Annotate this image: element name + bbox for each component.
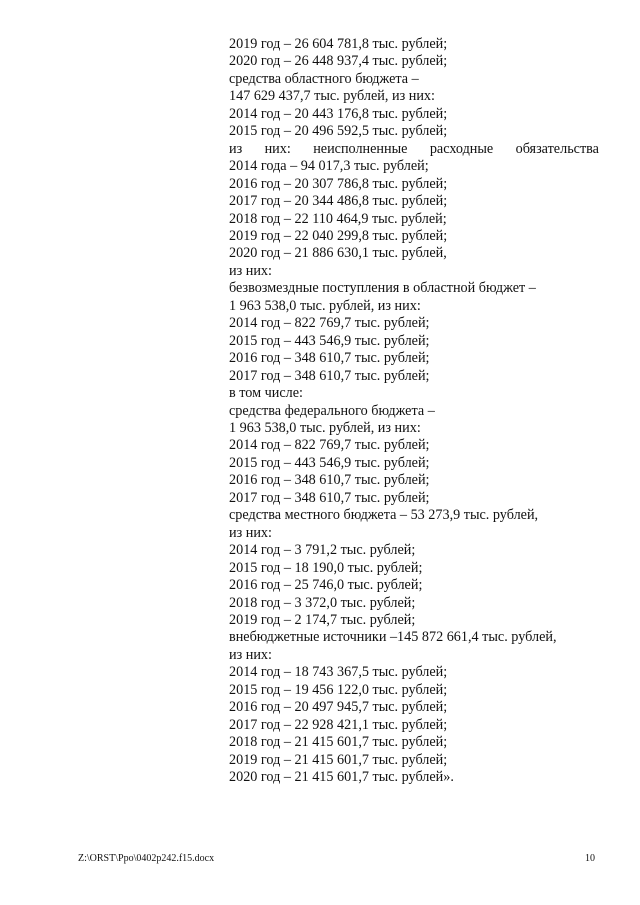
text-line: 2015 год – 18 190,0 тыс. рублей; [229,559,423,576]
text-line: 2018 год – 3 372,0 тыс. рублей; [229,594,416,611]
justified-word: обязательства [515,140,599,157]
text-line: 147 629 437,7 тыс. рублей, из них: [229,88,435,105]
text-line: 2020 год – 21 886 630,1 тыс. рублей, [229,245,447,262]
text-line: 2017 год – 20 344 486,8 тыс. рублей; [229,193,448,210]
text-line: 2016 год – 348 610,7 тыс. рублей; [229,350,430,367]
text-line: 2014 года – 94 017,3 тыс. рублей; [229,158,429,175]
justified-word: них: [264,140,291,157]
text-line: 2020 год – 21 415 601,7 тыс. рублей». [229,769,454,786]
text-line: безвозмездные поступления в областной бюджет – [229,280,536,297]
text-line: 1 963 538,0 тыс. рублей, из них: [229,297,421,314]
text-line: 2019 год – 21 415 601,7 тыс. рублей; [229,751,448,768]
text-line: 2014 год – 3 791,2 тыс. рублей; [229,542,416,559]
text-line: в том числе: [229,385,303,402]
text-line: 2014 год – 822 769,7 тыс. рублей; [229,315,430,332]
text-line: 2016 год – 348 610,7 тыс. рублей; [229,472,430,489]
text-line: 2014 год – 822 769,7 тыс. рублей; [229,437,430,454]
text-line: 2017 год – 22 928 421,1 тыс. рублей; [229,716,448,733]
text-line: 2015 год – 443 546,9 тыс. рублей; [229,332,430,349]
justified-word: неисполненные [313,140,408,157]
text-line: из них: [229,524,272,541]
footer-page-number: 10 [585,853,595,864]
text-line: средства местного бюджета – 53 273,9 тыс. рублей, [229,507,539,524]
document-body [229,36,599,786]
text-line: 2014 год – 18 743 367,5 тыс. рублей; [229,664,448,681]
justified-word: из [229,140,243,157]
text-line: средства федерального бюджета – [229,402,435,419]
text-line-justified [229,141,599,158]
justified-word: расходные [429,140,494,157]
text-line: из них: [229,262,272,279]
text-line: 2016 год – 20 497 945,7 тыс. рублей; [229,699,448,716]
text-line: 2016 год – 25 746,0 тыс. рублей; [229,577,423,594]
text-line: 2019 год – 22 040 299,8 тыс. рублей; [229,227,448,244]
text-line: 2017 год – 348 610,7 тыс. рублей; [229,489,430,506]
text-line: 2015 год – 443 546,9 тыс. рублей; [229,454,430,471]
text-line: 2018 год – 22 110 464,9 тыс. рублей; [229,210,447,227]
text-line: 2019 год – 26 604 781,8 тыс. рублей; [229,36,448,52]
text-line: внебюджетные источники –145 872 661,4 тыс. рублей, [229,629,557,646]
text-line: 2015 год – 19 456 122,0 тыс. рублей; [229,681,448,698]
text-line: 2015 год – 20 496 592,5 тыс. рублей; [229,123,448,140]
footer-file-path: Z:\ORST\Ppo\0402p242.f15.docx [78,853,215,864]
text-line: средства областного бюджета – [229,70,419,87]
text-line: 2020 год – 26 448 937,4 тыс. рублей; [229,53,448,70]
text-line: 2019 год – 2 174,7 тыс. рублей; [229,611,416,628]
text-line: 2016 год – 20 307 786,8 тыс. рублей; [229,175,448,192]
text-line: из них: [229,646,272,663]
text-line: 2017 год – 348 610,7 тыс. рублей; [229,367,430,384]
text-line: 1 963 538,0 тыс. рублей, из них: [229,419,421,436]
text-line: 2014 год – 20 443 176,8 тыс. рублей; [229,105,448,122]
text-line: 2018 год – 21 415 601,7 тыс. рублей; [229,734,448,751]
